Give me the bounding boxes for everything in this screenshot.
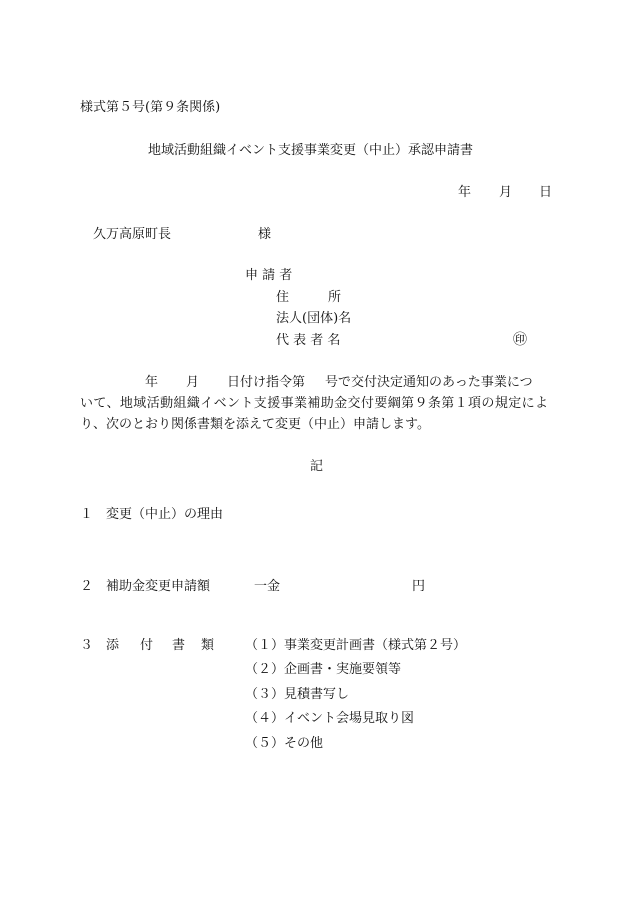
attached-document-item: （１）事業変更計画書（様式第２号） xyxy=(245,638,467,653)
attached-document-item: （２）企画書・実施要領等 xyxy=(245,662,402,677)
item-3-number: ３ xyxy=(80,638,94,653)
item-2-amount-prefix: 一金 xyxy=(254,579,281,594)
form-number: 様式第５号(第９条関係) xyxy=(80,100,221,115)
ki-heading: 記 xyxy=(310,459,324,474)
date-day-label: 日 xyxy=(539,185,553,200)
body-line3: り、次のとおり関係書類を添えて変更（中止）申請します。 xyxy=(80,417,430,432)
item-2-label: 補助金変更申請額 xyxy=(106,579,211,594)
seal-mark: ㊞ xyxy=(513,332,527,348)
body-line1-end: 号で交付決定通知のあった事業につ xyxy=(325,375,533,390)
body-order-label: 日付け指令第 xyxy=(227,375,306,390)
body-line2: いて、地域活動組織イベント支援事業補助金交付要綱第９条第１項の規定によ xyxy=(80,396,548,411)
attached-document-item: （３）見積書写し xyxy=(245,687,350,702)
body-month-label: 月 xyxy=(186,375,200,390)
item-3-label-char: 添 xyxy=(106,638,120,653)
item-3-label-char: 類 xyxy=(201,638,215,653)
applicant-heading: 申 請 者 xyxy=(245,268,293,283)
item-3-label-char: 書 xyxy=(172,638,186,653)
body-year-label: 年 xyxy=(145,375,159,390)
attached-document-item: （４）イベント会場見取り図 xyxy=(245,711,415,726)
item-1-label: 変更（中止）の理由 xyxy=(106,507,224,522)
applicant-address-label: 住 所 xyxy=(276,290,342,305)
date-year-label: 年 xyxy=(458,185,472,200)
item-2-number: ２ xyxy=(80,579,94,594)
item-2-yen-unit: 円 xyxy=(412,579,426,594)
date-month-label: 月 xyxy=(499,185,513,200)
applicant-org-label: 法人(団体)名 xyxy=(276,311,352,326)
item-3-label-char: 付 xyxy=(140,638,154,653)
item-1-number: １ xyxy=(80,507,94,522)
applicant-rep-label: 代 表 者 名 xyxy=(276,333,341,348)
addressee-honorific: 様 xyxy=(258,227,272,242)
addressee-name: 久万高原町長 xyxy=(93,227,172,242)
document-title: 地域活動組織イベント支援事業変更（中止）承認申請書 xyxy=(148,143,474,158)
attached-document-item: （５）その他 xyxy=(245,736,324,751)
